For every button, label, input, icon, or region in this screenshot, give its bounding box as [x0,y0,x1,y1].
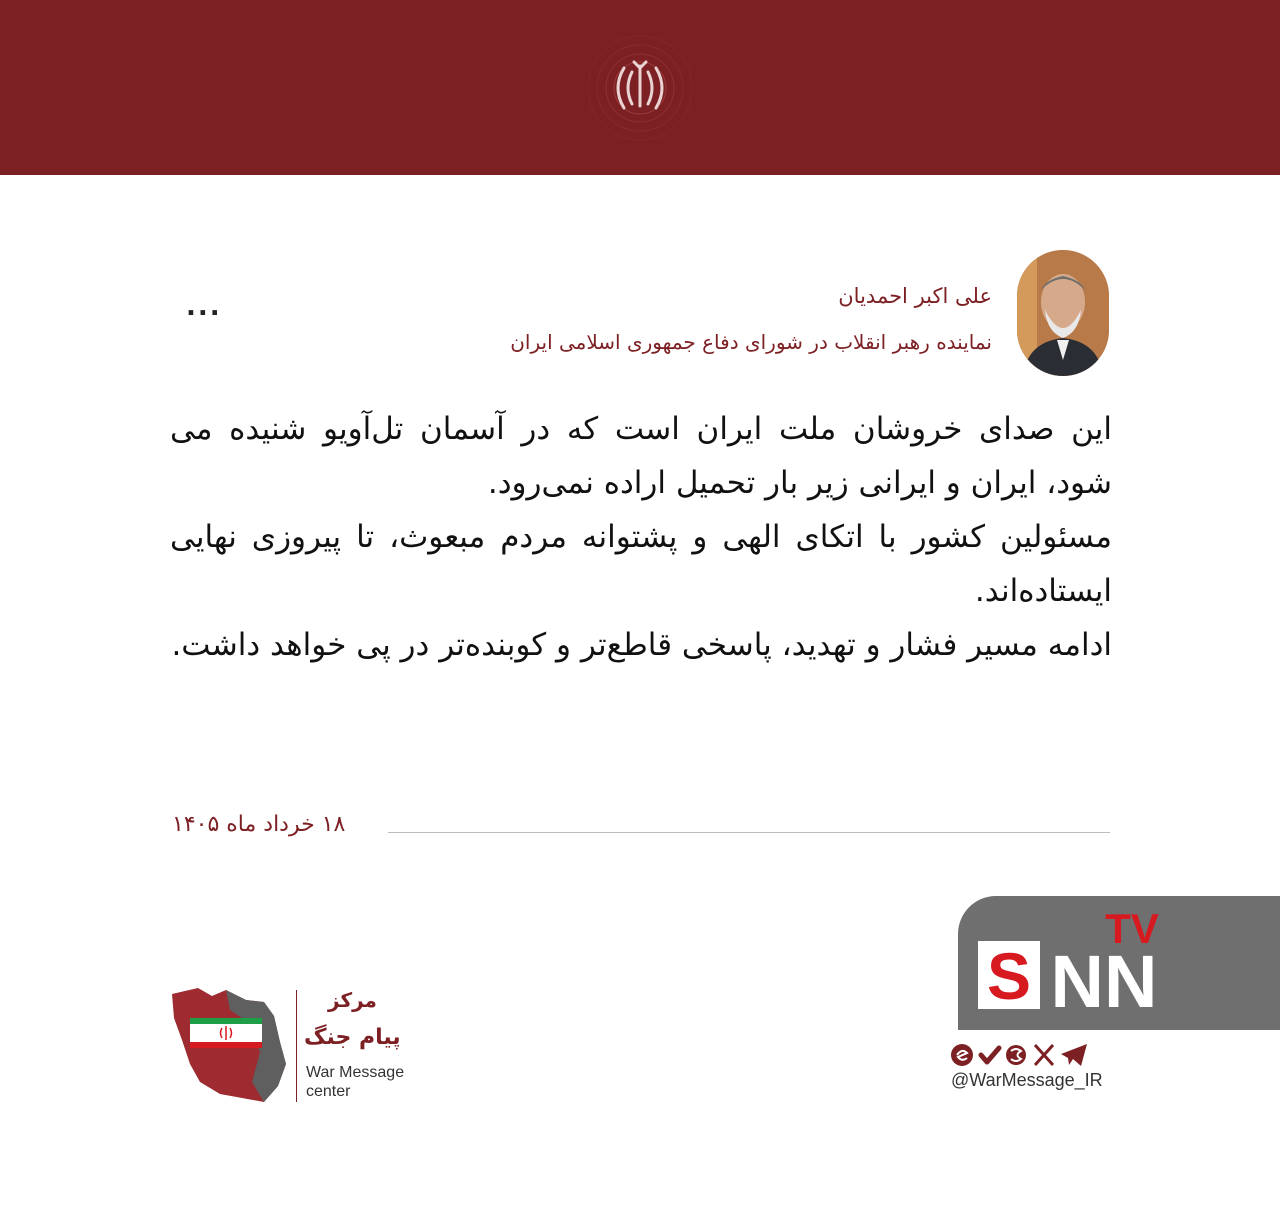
message-paragraph: مسئولین کشور با اتکای الهی و پشتوانه مردم مبعوث، تا پیروزی نهایی ایستاده‌اند. [170,519,1112,609]
eitaa-icon[interactable] [951,1044,973,1066]
date-divider [388,832,1110,833]
author-name: علی اکبر احمدیان [838,284,992,308]
message-body [170,402,1112,672]
snn-letters-nn: NN [1050,940,1158,1015]
iran-map-logo [168,982,293,1107]
center-name-fa-line1: مرکز [328,988,377,1012]
rubika-icon[interactable] [981,1048,999,1062]
snn-tv-text: TV [1105,905,1159,952]
soroush-icon[interactable] [1006,1045,1026,1065]
message-paragraph: این صدای خروشان ملت ایران است که در آسمان تل‌آویو شنیده می شود، ایران و ایرانی زیر بار تحمیل اراده نمی‌رود. [170,411,1112,501]
social-icons [949,1040,1109,1070]
author-title: نماینده رهبر انقلاب در شورای دفاع جمهوری اسلامی ایران [510,330,992,354]
telegram-icon[interactable] [1061,1044,1087,1066]
x-icon[interactable] [1035,1045,1053,1065]
logo-divider [296,990,297,1102]
center-name-en-line2: center [306,1083,351,1100]
center-name-en-line1: War Message [306,1064,405,1081]
iran-emblem-icon [580,32,700,144]
post-date: ۱۸ خرداد ماه ۱۴۰۵ [172,812,346,837]
snn-letter-s: S [986,939,1032,1013]
center-name-en [306,1063,426,1101]
social-handle: @WarMessage_IR [951,1070,1103,1090]
more-options-button[interactable]: ... [186,292,222,322]
author-avatar [1017,250,1109,376]
header-band [0,0,1280,175]
message-paragraph: ادامه مسیر فشار و تهدید، پاسخی قاطع‌تر و کوبنده‌تر در پی خواهد داشت. [171,627,1112,663]
center-name-fa-line2: پیام جنگ [304,1025,401,1050]
snn-tv-logo [972,905,1172,1015]
